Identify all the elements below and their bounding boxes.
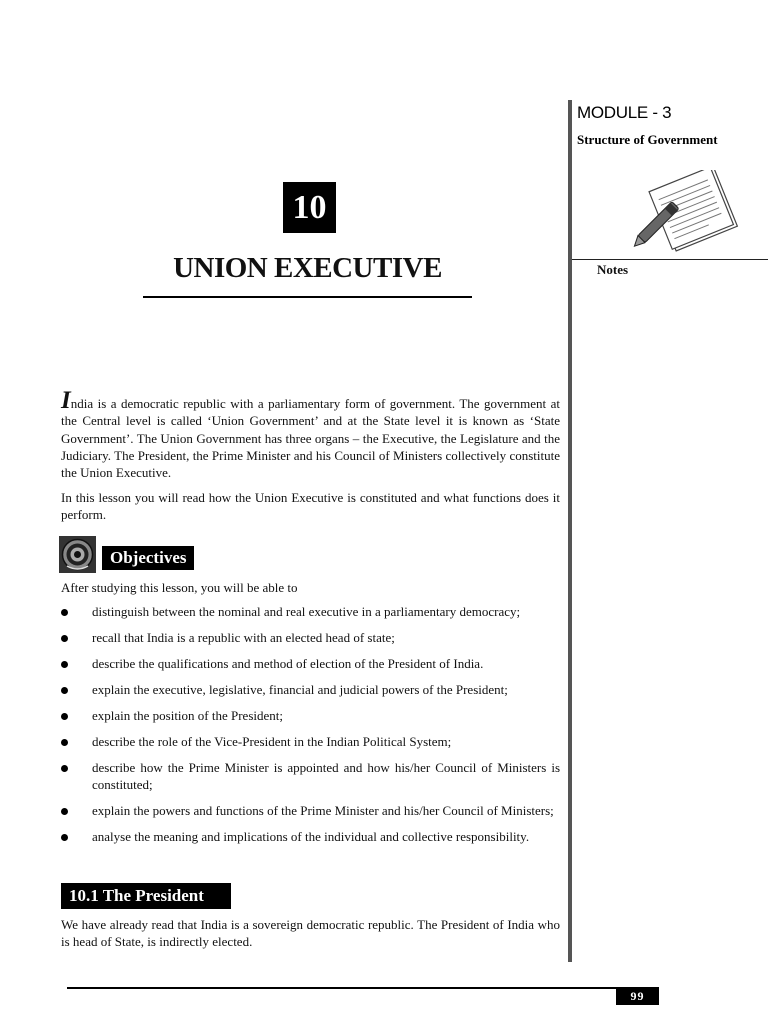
objective-item: analyse the meaning and implications of the individual and collective responsibility.: [61, 829, 560, 846]
module-subtitle: Structure of Government: [577, 132, 718, 147]
lesson-paragraph: In this lesson you will read how the Union Executive is constituted and what functions does it perform.: [61, 490, 560, 523]
dropcap: I: [61, 387, 71, 414]
objective-item: explain the powers and functions of the Prime Minister and his/her Council of Ministers;: [61, 803, 560, 820]
target-icon: [59, 536, 96, 573]
bullet-icon: [61, 687, 68, 694]
footer-rule: [67, 987, 659, 989]
chapter-number: 10: [283, 182, 336, 233]
section-heading: 10.1 The President: [61, 883, 231, 909]
objectives-intro: After studying this lesson, you will be able to: [61, 580, 298, 595]
notes-rule: [572, 259, 768, 260]
objective-item: explain the position of the President;: [61, 708, 560, 725]
bullet-icon: [61, 609, 68, 616]
intro-text: ndia is a democratic republic with a parliamentary form of government. The government at the Central level is called ‘Union Government’ and at the State level it is known as ‘State Government’. The Union Government has three organs – the Executive, the Legislature and the Judiciary. The President, the Prime Minister and his Council of Ministers collectively constitute the Union Executive.: [61, 396, 560, 481]
objective-item: describe the qualifications and method of election of the President of India.: [61, 656, 560, 673]
bullet-icon: [61, 765, 68, 772]
title-rule: [143, 296, 472, 298]
bullet-icon: [61, 661, 68, 668]
bullet-icon: [61, 713, 68, 720]
notes-pen-icon: [632, 170, 742, 252]
objective-item: recall that India is a republic with an elected head of state;: [61, 630, 560, 647]
objectives-list: [61, 604, 560, 855]
module-label: MODULE - 3: [577, 103, 672, 122]
objective-item: describe how the Prime Minister is appointed and how his/her Council of Ministers is constituted;: [61, 760, 560, 793]
margin-rule: [568, 100, 572, 962]
intro-paragraph: [61, 387, 560, 481]
chapter-title: UNION EXECUTIVE: [173, 252, 442, 284]
page-number: 99: [616, 988, 659, 1005]
objective-item: explain the executive, legislative, financial and judicial powers of the President;: [61, 682, 560, 699]
notes-label: Notes: [597, 262, 629, 277]
objectives-heading: Objectives: [102, 546, 194, 570]
bullet-icon: [61, 834, 68, 841]
section-paragraph: We have already read that India is a sovereign democratic republic. The President of India who is head of State, is indirectly elected.: [61, 917, 560, 950]
bullet-icon: [61, 739, 68, 746]
bullet-icon: [61, 808, 68, 815]
bullet-icon: [61, 635, 68, 642]
objective-item: distinguish between the nominal and real executive in a parliamentary democracy;: [61, 604, 560, 621]
objective-item: describe the role of the Vice-President in the Indian Political System;: [61, 734, 560, 751]
